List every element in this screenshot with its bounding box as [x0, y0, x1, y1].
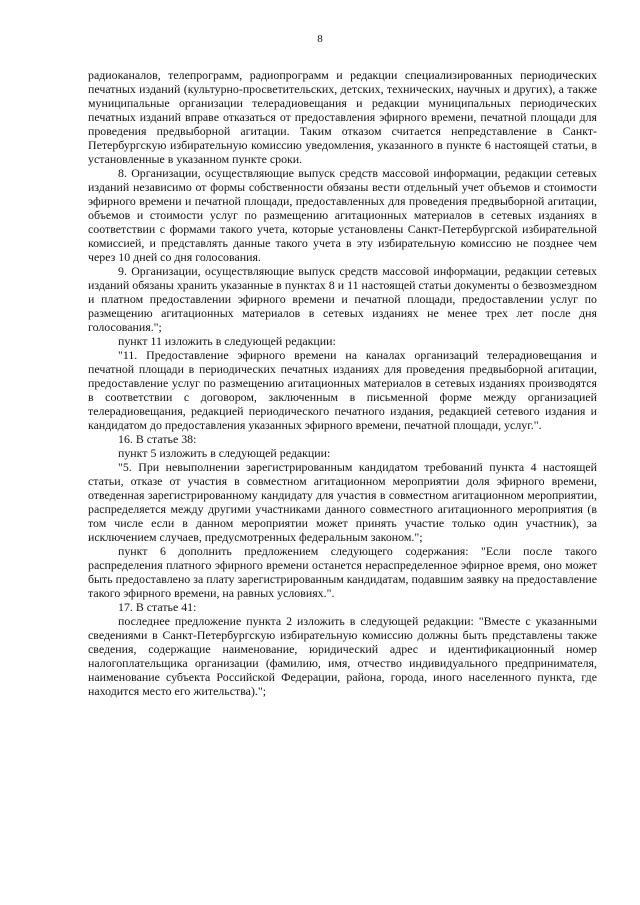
paragraph-amend-point-11: пункт 11 изложить в следующей редакции:	[118, 334, 336, 348]
paragraph-item-9: 9. Организации, осуществляющие выпуск средств массовой информации, редакции сетевых изданий обязаны хранить указанные в пунктах 8 и 11 настоящей статьи документы о безвозмездном и платном предоставлении эфирного времени и печатной площади, предоставлении услуг по размещению агитационных материалов в сетевых изданиях не менее трех лет после дня голосования.";	[88, 264, 597, 334]
paragraph-amend-point-6: пункт 6 дополнить предложением следующего содержания: "Если после такого распределения платного эфирного времени останется нераспределенное эфирное время, оно может быть предоставлено за плату зарегистрированным кандидатам, подавшим заявку на предоставление такого эфирного времени, на равных условиях.".	[88, 544, 597, 600]
paragraph-item-5-text: "5. При невыполнении зарегистрированным кандидатом требований пункта 4 настоящей статьи, отказе от участия в совместном агитационном мероприятии доля эфирного времени, отведенная зарегистрированному кандидату для участия в совместном агитационном мероприятии, распределяется между другими участниками данного совместного агитационного мероприятия (в том числе если в данном мероприятии может принять участие только один участник), за исключением случаев, предусмотренных федеральным законом.";	[88, 460, 597, 544]
document-body	[88, 68, 597, 698]
paragraph-item-8: 8. Организации, осуществляющие выпуск средств массовой информации, редакции сетевых изданий независимо от формы собственности обязаны вести отдельный учет объемов и стоимости эфирного времени и печатной площади, предоставленных для проведения предвыборной агитации, объемов и стоимости услуг по размещению агитационных материалов в сетевых изданиях в соответствии с формами такого учета, которые установлены Санкт-Петербургской избирательной комиссией, и представлять данные такого учета в эту избирательную комиссию не позднее чем через 10 дней со дня голосования.	[88, 166, 597, 264]
paragraph-amend-point-2: последнее предложение пункта 2 изложить в следующей редакции: "Вместе с указанными сведениями в Санкт-Петербургскую избирательную комиссию должны быть представлены также сведения, содержащие наименование, юридический адрес и идентификационный номер налогоплательщика организации (фамилию, имя, отчество индивидуального предпринимателя, наименование субъекта Российской Федерации, района, города, иного населенного пункта, где находится место его жительства).";	[88, 614, 597, 698]
paragraph-article-41-heading: 17. В статье 41:	[118, 600, 197, 614]
page-number: 8	[317, 33, 323, 45]
paragraph-item-11-text: "11. Предоставление эфирного времени на каналах организаций телерадиовещания и печатной площади в периодических печатных изданиях для проведения предвыборной агитации, предоставление услуг по размещению агитационных материалов в сетевых изданиях производятся в соответствии с договором, заключенным в письменной форме между организацией телерадиовещания, редакцией периодического печатного издания, редакцией сетевого издания и кандидатом до предоставления указанных эфирного времени, печатной площади, услуг.".	[88, 348, 597, 432]
paragraph-article-38-heading: 16. В статье 38:	[118, 432, 197, 446]
paragraph-amend-point-5: пункт 5 изложить в следующей редакции:	[118, 446, 331, 460]
paragraph-continuation: радиоканалов, телепрограмм, радиопрограмм и редакции специализированных периодических печатных изданий (культурно-просветительских, детских, технических, научных и других), а также муниципальные организации телерадиовещания и редакции муниципальных периодических печатных изданий вправе отказаться от предоставления эфирного времени, печатной площади для проведения предвыборной агитации. Таким отказом считается непредставление в Санкт-Петербургскую избирательную комиссию уведомления, указанного в пункте 6 настоящей статьи, в установленные в указанном пункте сроки.	[88, 68, 597, 166]
